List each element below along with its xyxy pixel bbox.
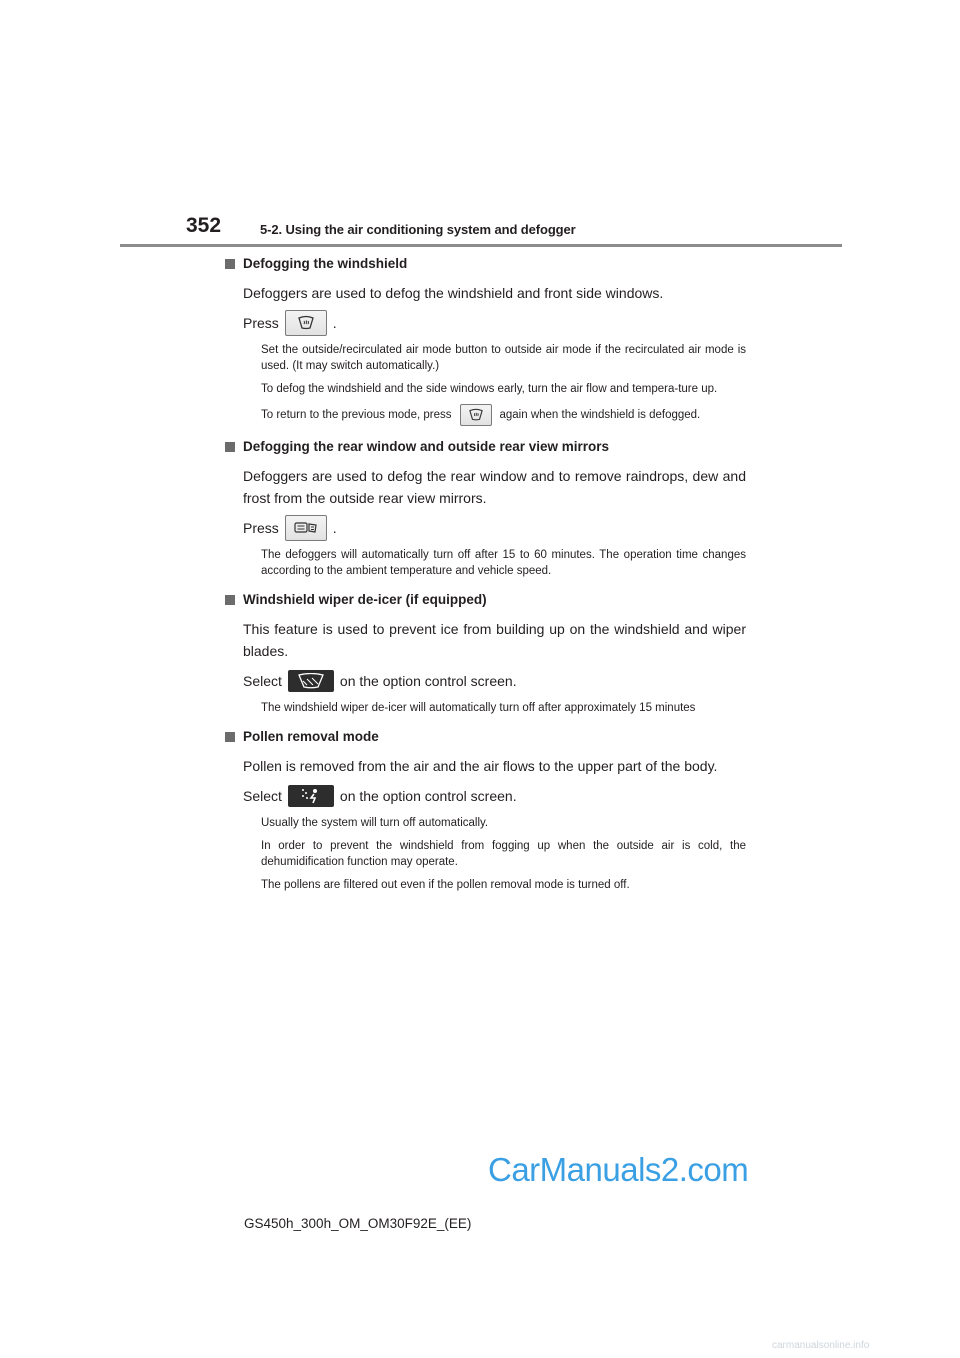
pollen-removal-icon[interactable] xyxy=(288,785,334,807)
section-pollen-removal xyxy=(224,727,746,893)
header-rule xyxy=(120,244,842,247)
rear-defogger-icon[interactable] xyxy=(285,515,327,541)
note: Set the outside/recirculated air mode button to outside air mode if the recirculated air mode is used. (It may switch automatically.) xyxy=(261,344,746,372)
section-body: Defoggers are used to defog the windshield and front side windows. xyxy=(243,285,664,301)
press-instruction: Press . xyxy=(224,515,746,541)
note: To defog the windshield and the side windows early, turn the air flow and tempera-ture up. xyxy=(261,383,718,395)
section-heading: Defogging the rear window and outside rear view mirrors xyxy=(224,437,746,457)
note: The defoggers will automatically turn off after 15 to 60 minutes. The operation time changes according to the ambient temperature and vehicle speed. xyxy=(261,549,746,577)
select-instruction: Select on the option control screen. xyxy=(224,783,746,809)
press-instruction: Press . xyxy=(224,310,746,336)
section-body: This feature is used to prevent ice from building up on the windshield and wiper blades. xyxy=(243,621,746,659)
note: Usually the system will turn off automatically. xyxy=(261,817,489,829)
section-wiper-deicer xyxy=(224,590,746,716)
square-bullet-icon xyxy=(225,259,235,269)
section-heading: Windshield wiper de-icer (if equipped) xyxy=(224,590,746,610)
section-heading: Pollen removal mode xyxy=(224,727,746,747)
page-content xyxy=(224,254,746,904)
square-bullet-icon xyxy=(225,595,235,605)
front-defogger-icon[interactable] xyxy=(285,310,327,336)
square-bullet-icon xyxy=(225,442,235,452)
section-body: Defoggers are used to defog the rear window and to remove raindrops, dew and frost from the outside rear view mirrors. xyxy=(243,468,746,506)
front-defogger-icon[interactable] xyxy=(460,404,492,426)
section-title: 5-2. Using the air conditioning system and defogger xyxy=(260,222,576,237)
select-instruction: Select on the option control screen. xyxy=(224,668,746,694)
watermark-secondary: carmanualsonline.info xyxy=(772,1340,870,1351)
note: The windshield wiper de-icer will automatically turn off after approximately 15 minutes xyxy=(261,702,696,714)
section-defog-windshield xyxy=(224,254,746,426)
section-body: Pollen is removed from the air and the air flows to the upper part of the body. xyxy=(243,758,718,774)
footer-model-code: GS450h_300h_OM_OM30F92E_(EE) xyxy=(244,1216,472,1231)
section-defog-rear xyxy=(224,437,746,579)
page-number: 352 xyxy=(186,214,222,237)
return-note: To return to the previous mode, press again when the windshield is defogged. xyxy=(224,404,746,426)
page-header xyxy=(120,214,842,248)
wiper-deicer-icon[interactable] xyxy=(288,670,334,692)
section-heading: Defogging the windshield xyxy=(224,254,746,274)
note: In order to prevent the windshield from fogging up when the outside air is cold, the dehumidification function may operate. xyxy=(261,840,746,868)
square-bullet-icon xyxy=(225,732,235,742)
note: The pollens are filtered out even if the pollen removal mode is turned off. xyxy=(261,879,630,891)
watermark-logo: CarManuals2.com xyxy=(488,1151,749,1188)
